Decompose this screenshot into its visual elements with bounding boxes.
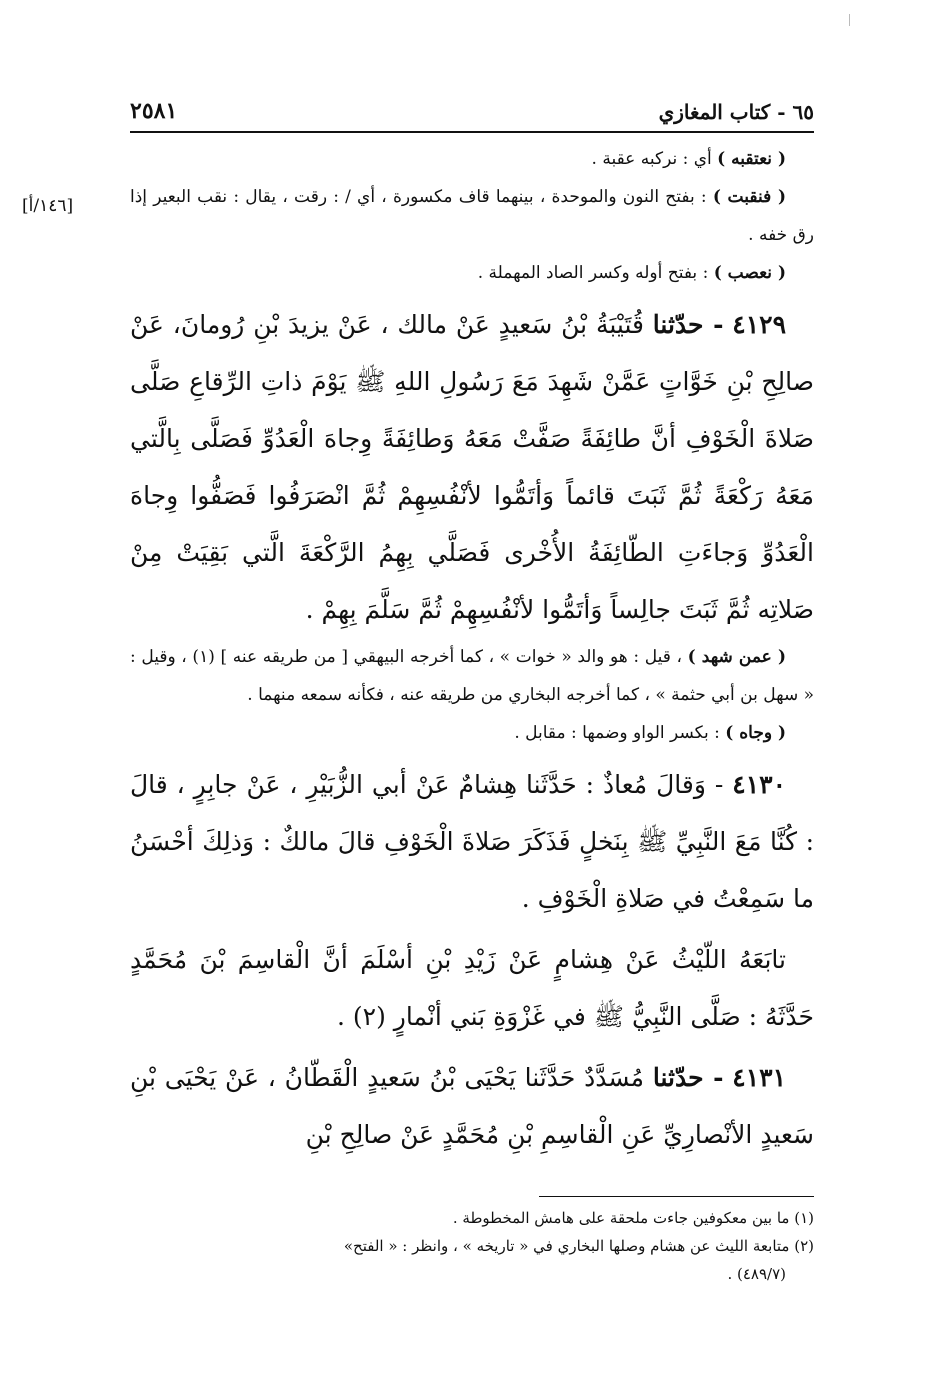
hadith-number: ٤١٣١ <box>732 1063 786 1092</box>
hadith-opening: - حدّثنا <box>652 310 724 339</box>
gloss-text: : بفتح النون والموحدة ، بينهما قاف مكسورة ، أي / : رقت ، يقال : نقب البعير إذا رق خفه . <box>130 187 814 245</box>
gloss-term: ( عمن شهد ) <box>687 647 787 667</box>
hadith-4130 <box>130 756 814 927</box>
hadith-number: ٤١٢٩ <box>732 310 787 339</box>
gloss-amman-shahida <box>130 638 814 714</box>
hadith-4129 <box>130 296 814 638</box>
gloss-text: ، قيل : هو والد « خوات » ، كما أخرجه البيهقي [ من طريقه عنه ] (١) ، وقيل : « سهل بن أبي حثمة » ، كما أخرجه البخاري من طريقه عنه ، فكأنه سمعه منهما . <box>130 647 814 705</box>
gloss-term: ( نعتقبه ) <box>717 149 786 169</box>
footnotes <box>130 1204 814 1288</box>
gloss-text: أي : نركبه عقبة . <box>591 149 718 169</box>
gloss-text: : بفتح أوله وكسر الصاد المهملة . <box>477 263 714 283</box>
hadith-4131 <box>130 1049 814 1163</box>
footnote-2-continuation: (٤٨٩/٧) . <box>727 1265 786 1283</box>
gloss-fanaqibat <box>130 178 814 254</box>
chapter-title: ٦٥ - كتاب المغازي <box>658 100 814 124</box>
gloss-text: : بكسر الواو وضمها : مقابل . <box>514 723 726 743</box>
footnote-2: (٢) متابعة الليث عن هشام وصلها البخاري في « تاريخه » ، وانظر : « الفتح» <box>343 1237 814 1255</box>
header-rule <box>130 131 814 133</box>
hadith-text: قُتَيْبَةُ بْنُ سَعيدٍ عَنْ مالك ، عَنْ يزيدَ بْنِ رُومانَ، عَنْ صالِحِ بْنِ خَوَّاتٍ عَمَّنْ شَهِدَ مَعَ رَسُولِ اللهِ ﷺ يَوْمَ ذاتِ الرِّقاعِ صَلَّى صَلاةَ الْخَوْفِ أنَّ طائِفَةً صَفَّتْ مَعَهُ وَطائِفَةً وِجاهَ الْعَدُوِّ فَصَلَّى بِالَّتي مَعَهُ رَكْعَةً ثُمَّ ثَبَتَ قائماً وَأتَمُّوا لأنْفُسِهِمْ ثُمَّ انْصَرَفُوا فَصَفُّوا وِجاهَ الْعَدُوِّ وَجاءَتِ الطّائِفَةُ الأُخْرى فَصَلَّي بِهِمُ الرَّكْعَةَ الَّتي بَقِيَتْ مِنْ صَلاتِه ثُمَّ ثَبَتَ جالِساً وَأتَمُّوا لأنْفُسِهِمْ ثُمَّ سَلَّمَ بِهِمْ . <box>130 310 814 624</box>
gloss-term: ( فنقبت ) <box>712 187 786 207</box>
gloss-term: ( نعصب ) <box>713 263 786 283</box>
gloss-wijah <box>130 714 814 752</box>
gloss-naqtaqibuhu <box>130 140 814 178</box>
gloss-term: ( وجاه ) <box>725 723 786 743</box>
footnote-1: (١) ما بين معكوفين جاءت ملحقة على هامش المخطوطة . <box>452 1209 814 1227</box>
hadith-text: - وَقالَ مُعاذٌ : حَدَّثَنا هِشامٌ عَنْ أبي الزُّبَيْرِ ، عَنْ جابِرٍ ، قالَ : كُنَّا مَعَ النَّبِيِّ ﷺ بِنَخلٍ فَذَكَرَ صَلاةَ الْخَوْفِ قالَ مالكٌ : وَذلِكَ أحْسَنُ ما سَمِعْتُ في صَلاةِ الْخَوْفِ . <box>130 770 814 913</box>
manuscript-folio-marker: [١٤٦/أ] <box>22 196 74 216</box>
gloss-naasib <box>130 254 814 292</box>
main-text <box>130 140 814 1185</box>
hadith-opening: - حدّثنا <box>652 1063 724 1092</box>
hadith-text: مُسَدَّدٌ حَدَّثَنا يَحْيَى بْنُ سَعيدٍ الْقَطّانُ ، عَنْ يَحْيَى بْنِ سَعيدٍ الأنْصارِيِّ عَنِ الْقاسِمِ بْنِ مُحَمَّدٍ عَنْ صالِحِ بْنِ <box>130 1063 814 1149</box>
page-number: ٢٥٨١ <box>130 98 178 124</box>
mutaba-text: تابَعَهُ اللّيْثُ عَنْ هِشامٍ عَنْ زَيْدِ بْنِ أسْلَمَ أنَّ الْقاسِمَ بْنَ مُحَمَّدٍ حَدَّثَهُ : صَلَّى النَّبِيُّ ﷺ في غَزْوَةِ بَني أنْمارٍ (٢) . <box>130 945 814 1031</box>
page-edge-mark <box>849 14 850 26</box>
hadith-number: ٤١٣٠ <box>732 770 786 799</box>
footnote-rule <box>539 1196 814 1197</box>
page-header <box>130 84 814 124</box>
